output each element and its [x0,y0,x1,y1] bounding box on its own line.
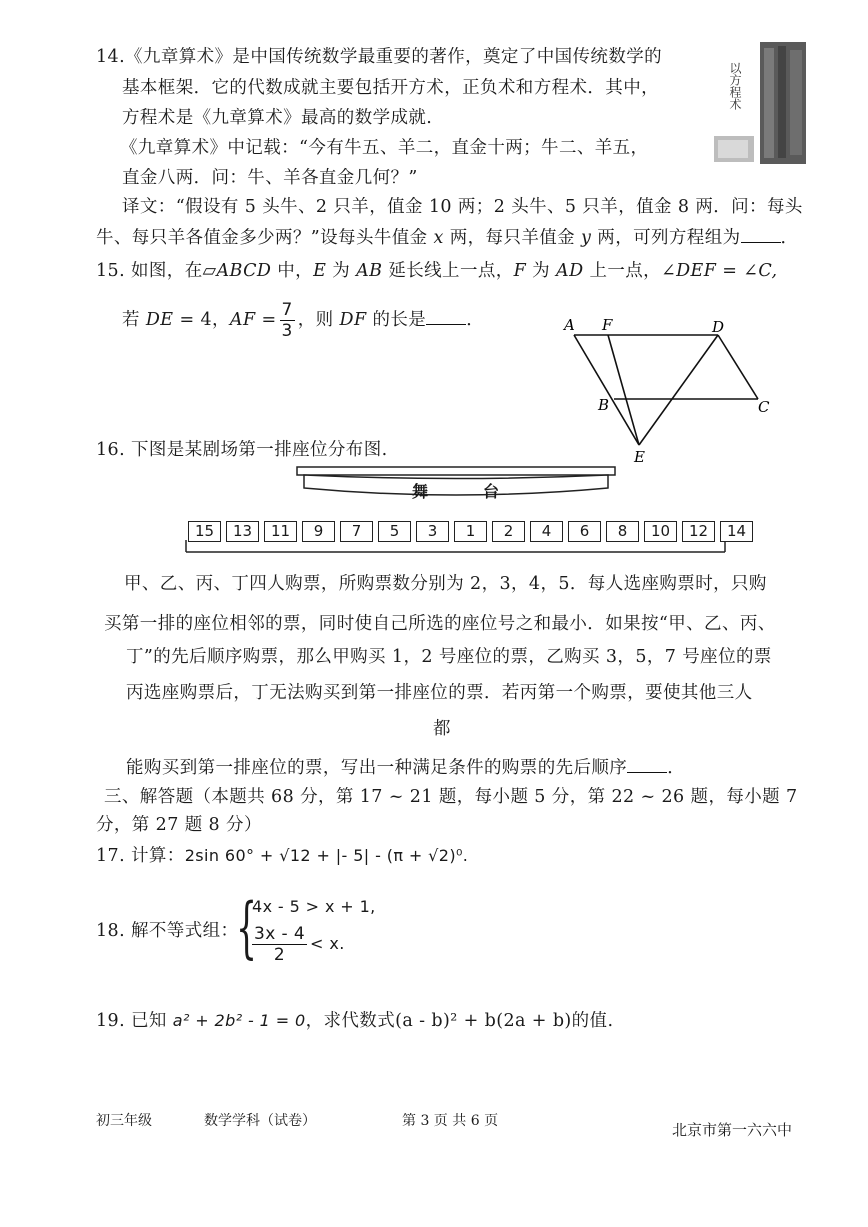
footer-subject: 数学学科（试卷） [204,1113,316,1129]
seat-15: 15 [188,521,221,542]
q16-line-2: 买第一排的座位相邻的票，同时使自己所选的座位号之和最小．如果按“甲、乙、丙、 [104,614,776,634]
seat-12: 12 [682,521,715,542]
seat-3: 3 [416,521,449,542]
segment-ae [574,335,639,445]
q14-line-2: 基本框架．它的代数成就主要包括开方术，正负术和方程术．其中， [122,78,659,98]
answer-blank-14[interactable] [741,226,781,243]
footer-school: 北京市第一六六中 [672,1121,793,1139]
q16-line-1: 甲、乙、丙、丁四人购票，所购票数分别为 2，3，4，5．每人选座购票时，只购 [124,574,767,594]
q17: 17. 计算：2sin 60° + √12 + |- 5| - (π + √2)⁰. [96,846,469,866]
label-b: B [598,396,610,414]
q18-inequality-1: 4x - 5 > x + 1, [252,897,376,916]
segment-dc [718,335,758,399]
parallelogram-figure [560,310,790,470]
seat-2: 2 [492,521,525,542]
section3-line-2: 分，第 27 题 8 分） [96,815,262,835]
q14-translation-1: 译文：“假设有 5 头牛、2 只羊，值金 10 两；2 头牛、5 只羊，值金 8 两．问：每头 [122,197,803,217]
label-d: D [712,318,725,336]
segment-fe [608,335,639,445]
ancient-book-image [708,40,808,165]
stage-label-2: 台 [483,482,500,501]
seat-6: 6 [568,521,601,542]
section3-line-1: 三、解答题（本题共 68 分，第 17 ~ 21 题，每小题 5 分，第 22 ~ 26 题，每小题 7 [104,787,798,807]
seat-8: 8 [606,521,639,542]
q14-line-1: 14.《九章算术》是中国传统数学最重要的著作，奠定了中国传统数学的 [96,47,663,67]
q15-line-2: 若 DE = 4，AF = $\frac{7}{3}$ ，则 DF 的长是 ． [122,300,485,341]
q14-line-4: 《九章算术》中记载：“今有牛五、羊二，直金十两；牛二、羊五， [120,138,649,158]
seat-5: 5 [378,521,411,542]
q14-line-3: 方程术是《九章算术》最高的数学成就. [122,108,433,128]
segment-de [639,335,718,445]
q16-line-5: 都 [433,719,451,739]
seat-13: 13 [226,521,259,542]
stage-label-1: 舞 [412,482,429,501]
footer-page: 第 3 页 共 6 页 [402,1113,499,1129]
q16-line-4: 丙选座购票后，丁无法购买到第一排座位的票．若丙第一个购票，要使其他三人 [126,683,753,703]
q18-label: 18. 解不等式组： [96,921,239,941]
seat-10: 10 [644,521,677,542]
brace-symbol: { [236,889,257,966]
stage-shape [296,466,618,502]
seat-11: 11 [264,521,297,542]
seat-4: 4 [530,521,563,542]
q14-line-5: 直金八两．问：牛、羊各直金几何？” [122,168,418,188]
q16-line-3: 丁”的先后顺序购票，那么甲购买 1，2 号座位的票，乙购买 3，5，7 号座位的票 [126,647,772,667]
label-e: E [634,448,645,466]
answer-blank-15[interactable] [426,308,466,325]
q14-translation-2: 牛、每只羊各值金多少两？”设每头牛值金 x 两，每只羊值金 y 两，可列方程组为 ． [96,228,799,248]
seat-9: 9 [302,521,335,542]
q19: 19. 已知 a² + 2b² - 1 = 0，求代数式(a - b)² + b(2a + b)的值. [96,1011,614,1031]
seat-1: 1 [454,521,487,542]
label-c: C [758,398,770,416]
seat-7: 7 [340,521,373,542]
footer-grade: 初三年级 [96,1113,152,1129]
q18-inequality-2: $\frac{3x - 4}{2}$ < x. [254,924,345,965]
label-f: F [602,316,613,334]
seat-14: 14 [720,521,753,542]
book-calligraphy: 以方程术 [728,62,742,110]
q16-last-line: 能购买到第一排座位的票，写出一种满足条件的购票的先后顺序 ． [126,758,686,778]
q15-line-1: 15. 如图，在▱ABCD 中，E 为 AB 延长线上一点，F 为 AD 上一点，∠DEF = ∠C, [96,261,778,281]
answer-blank-16[interactable] [627,756,667,773]
fraction-7-3: $\frac{7}{3}$ [281,300,293,341]
q16-title: 16. 下图是某剧场第一排座位分布图. [96,440,388,460]
label-a: A [564,316,575,334]
